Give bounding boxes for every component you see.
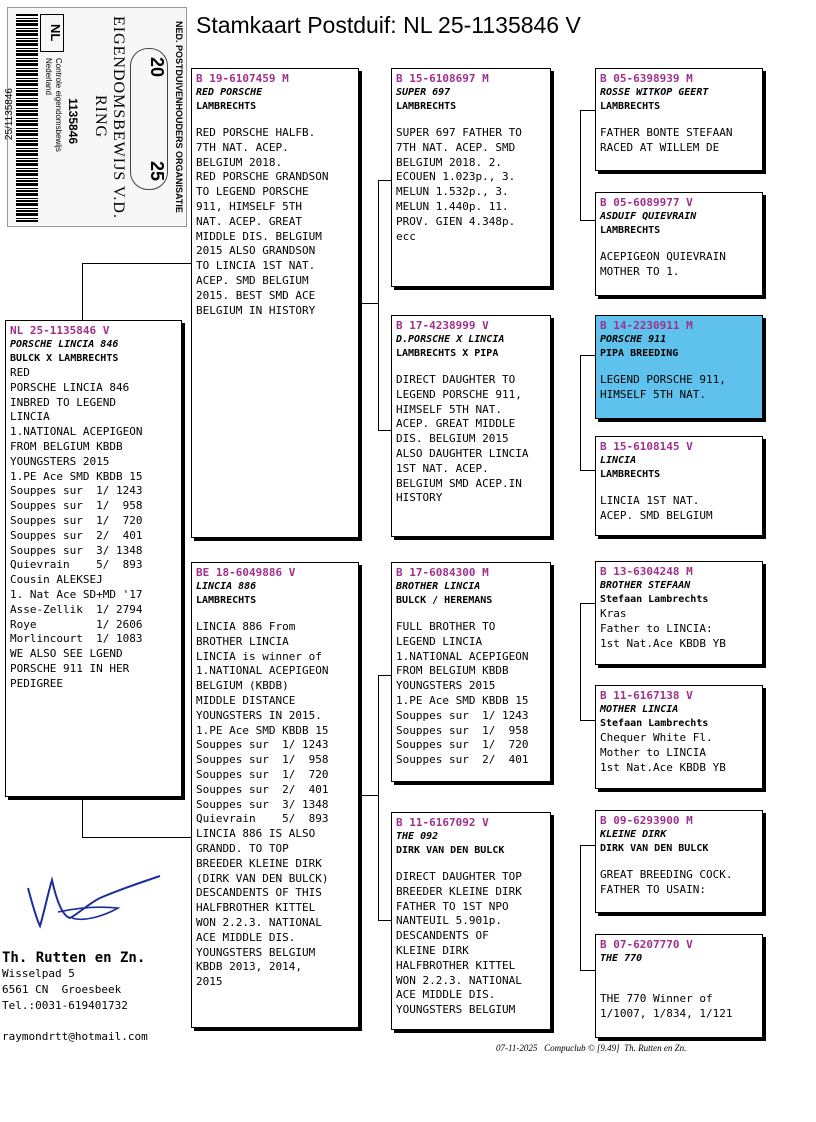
barcode [16, 14, 38, 222]
ring-number: NL 25-1135846 V [10, 324, 110, 337]
ring-number: B 15-6108697 M [396, 72, 489, 85]
connector-line [580, 603, 581, 720]
pigeon-name: BROTHER STEFAAN [600, 580, 691, 591]
pigeon-name: RED PORSCHE [196, 87, 263, 98]
ring-number: B 19-6107459 M [196, 72, 289, 85]
pigeon-owner: LAMBRECHTS [396, 101, 457, 112]
pigeon-owner: Stefaan Lambrechts [600, 718, 709, 729]
breeder-name: Th. Rutten en Zn. [2, 950, 146, 966]
pedigree-card-mfm [595, 685, 763, 789]
pigeon-description: DIRECT DAUGHTER TO LEGEND PORSCHE 911, HIMSELF 5TH NAT. ACEP. GREAT MIDDLE DIS. BELGIUM 2015 ALSO DAUGHTER LINCIA 1ST NAT. ACEP. BELGIUM SMD ACEP.IN HISTORY [396, 373, 529, 505]
pigeon-owner: LAMBRECHTS [196, 101, 257, 112]
pedigree-card-ffm [595, 192, 763, 296]
ring-header: EIGENDOMSBEWIJS V.D. RING [92, 15, 127, 219]
pigeon-owner: DIRK VAN DEN BULCK [600, 843, 709, 854]
pedigree-card-mmf [595, 810, 763, 913]
pigeon-name: LINCIA [600, 455, 637, 466]
pigeon-owner: Stefaan Lambrechts [600, 594, 709, 605]
connector-line [580, 110, 595, 111]
pigeon-description: FATHER BONTE STEFAAN RACED AT WILLEM DE [600, 126, 733, 154]
pigeon-owner: DIRK VAN DEN BULCK [396, 845, 505, 856]
ring-year-bottom: 25 [147, 160, 167, 181]
pigeon-description: THE 770 Winner of 1/1007, 1/834, 1/121 [600, 992, 733, 1020]
pigeon-owner: BULCK X LAMBRECHTS [10, 353, 119, 364]
connector-line [378, 180, 391, 181]
pedigree-card-mff [595, 561, 763, 665]
ring-number: B 09-6293900 M [600, 814, 693, 827]
connector-line [82, 797, 83, 837]
ring-number: B 15-6108145 V [600, 440, 693, 453]
ring-number: B 07-6207770 V [600, 938, 693, 951]
ring-number: B 05-6089977 V [600, 196, 693, 209]
connector-line [378, 180, 379, 430]
pigeon-name: PORSCHE 911 [600, 334, 667, 345]
pigeon-owner: LAMBRECHTS [600, 469, 661, 480]
connector-line [580, 470, 595, 471]
pedigree-card-father [191, 68, 359, 538]
pedigree-card-fmf [595, 315, 763, 419]
ring-organisation: NED. POSTDUIVENHOUDERS ORGANISATIE [174, 21, 184, 213]
pigeon-description: LINCIA 886 From BROTHER LINCIA LINCIA is winner of 1.NATIONAL ACEPIGEON BELGIUM (KBDB) MIDDLE DISTANCE YOUNGSTERS IN 2015. 1.PE Ace SMD KBDB 15 Souppes sur 1/ 1243 Souppes sur 1/ 958 Souppes sur 1/ 720 Souppes sur 2/ 401 Souppes sur 3/ 1348 Quievrain 5/ 893 LINCIA 886 IS ALSO GRANDD. TO TOP BREEDER KLEINE DIRK (DIRK VAN DEN BULCK) DESCANDENTS OF THIS HALFBROTHER KITTEL WON 2.2.3. NATIONAL ACE MIDDLE DIS. YOUNGSTERS BELGIUM KBDB 2013, 2014, 2015 [196, 620, 329, 989]
breeder-email: raymondrtt@hotmail.com [2, 1030, 148, 1043]
connector-line [82, 837, 191, 838]
connector-line [580, 355, 581, 470]
pigeon-name: D.PORSCHE X LINCIA [396, 334, 505, 345]
pigeon-name: MOTHER LINCIA [600, 704, 679, 715]
connector-line [580, 845, 595, 846]
pedigree-card-mm [391, 812, 551, 1030]
ring-year-top: 20 [147, 57, 167, 78]
pigeon-description: GREAT BREEDING COCK. FATHER TO USAIN: [600, 868, 733, 896]
pigeon-description: ACEPIGEON QUIEVRAIN MOTHER TO 1. [600, 250, 726, 278]
pedigree-card-fff [595, 68, 763, 171]
pigeon-name: LINCIA 886 [196, 581, 257, 592]
connector-line [359, 303, 378, 304]
pigeon-owner: LAMBRECHTS [196, 595, 257, 606]
connector-line [580, 110, 581, 220]
ring-year-badge [130, 48, 168, 190]
connector-line [580, 355, 595, 356]
pigeon-name: BROTHER LINCIA [396, 581, 481, 592]
connector-line [378, 920, 391, 921]
pedigree-card-ff [391, 68, 551, 287]
breeder-address: Wisselpad 5 6561 CN Groesbeek Tel.:0031-619401732 [2, 967, 128, 1012]
connector-line [82, 263, 191, 264]
pigeon-name: THE 770 [600, 953, 643, 964]
pigeon-owner: LAMBRECHTS [600, 225, 661, 236]
pigeon-description: Chequer White Fl. Mother to LINCIA 1st Nat.Ace KBDB YB [600, 731, 726, 774]
pigeon-owner: LAMBRECHTS [600, 101, 661, 112]
pigeon-description: Kras Father to LINCIA: 1st Nat.Ace KBDB YB [600, 607, 726, 650]
pigeon-description: FULL BROTHER TO LEGEND LINCIA 1.NATIONAL ACEPIGEON FROM BELGIUM KBDB YOUNGSTERS 2015 1.PE Ace SMD KBDB 15 Souppes sur 1/ 1243 Souppes sur 1/ 958 Souppes sur 1/ 720 Souppes sur 2/ 401 [396, 620, 529, 767]
ring-small-text: Controle eigendomsbewijs [54, 58, 63, 152]
ring-side-code: 25/1135846 [4, 88, 15, 141]
connector-line [580, 720, 595, 721]
connector-line [580, 603, 595, 604]
ring-number: B 14-2230911 M [600, 319, 693, 332]
pigeon-description: SUPER 697 FATHER TO 7TH NAT. ACEP. SMD BELGIUM 2018. 2. ECOUEN 1.023p., 3. MELUN 1.532p., 3. MELUN 1.440p. 11. PROV. GIEN 4.348p. ecc [396, 126, 522, 243]
connector-line [378, 430, 391, 431]
pedigree-card-fmm [595, 436, 763, 536]
pigeon-description: RED PORSCHE HALFB. 7TH NAT. ACEP. BELGIUM 2018. RED PORSCHE GRANDSON TO LEGEND PORSCHE 911, HIMSELF 5TH NAT. ACEP. GREAT MIDDLE DIS. BELGIUM 2015 ALSO GRANDSON TO LINCIA 1ST NAT. ACEP. SMD BELGIUM 2015. BEST SMD ACE BELGIUM IN HISTORY [196, 126, 329, 317]
pedigree-card-mmm [595, 934, 763, 1038]
pigeon-description: DIRECT DAUGHTER TOP BREEDER KLEINE DIRK FATHER TO 1ST NPO NANTEUIL 5.901p. DESCANDENTS OF KLEINE DIRK HALFBROTHER KITTEL WON 2.2.3. NATIONAL ACE MIDDLE DIS. YOUNGSTERS BELGIUM [396, 870, 522, 1017]
pigeon-name: PORSCHE LINCIA 846 [10, 339, 119, 350]
ring-number: BE 18-6049886 V [196, 566, 296, 579]
pigeon-description: RED PORSCHE LINCIA 846 INBRED TO LEGEND LINCIA 1.NATIONAL ACEPIGEON FROM BELGIUM KBDB YOUNGSTERS 2015 1.PE Ace SMD KBDB 15 Souppes sur 1/ 1243 Souppes sur 1/ 958 Souppes sur 1/ 720 Souppes sur 2/ 401 Souppes sur 3/ 1348 Quievrain 5/ 893 Cousin ALEKSEJ 1. Nat Ace SD+MD '17 Asse-Zellik 1/ 2794 Roye 1/ 2606 Morlincourt 1/ 1083 WE ALSO SEE LGEND PORSCHE 911 IN HER PEDIGREE [10, 366, 143, 690]
ring-number: B 17-4238999 V [396, 319, 489, 332]
ring-country: NL [40, 14, 64, 52]
connector-line [378, 675, 391, 676]
ring-small-text: Nederland [44, 58, 53, 95]
connector-line [580, 845, 581, 970]
pigeon-owner: PIPA BREEDING [600, 348, 679, 359]
pigeon-owner: BULCK / HEREMANS [396, 595, 493, 606]
ring-number: B 13-6304248 M [600, 565, 693, 578]
pigeon-name: ROSSE WITKOP GEERT [600, 87, 709, 98]
connector-line [359, 795, 378, 796]
pigeon-name: ASDUIF QUIEVRAIN [600, 211, 697, 222]
pigeon-name: KLEINE DIRK [600, 829, 667, 840]
connector-line [378, 675, 379, 920]
pedigree-card-mf [391, 562, 551, 782]
ring-number: B 05-6398939 M [600, 72, 693, 85]
pedigree-card-mother [191, 562, 359, 1028]
pedigree-card-subject [5, 320, 182, 797]
ring-number: B 11-6167092 V [396, 816, 489, 829]
pigeon-name: THE 092 [396, 831, 439, 842]
pigeon-owner: LAMBRECHTS X PIPA [396, 348, 499, 359]
ring-number: B 11-6167138 V [600, 689, 693, 702]
breeder-info [2, 950, 145, 1014]
footer-credit: 07-11-2025 Compuclub © [9.49] Th. Rutten en Zn. [496, 1043, 687, 1053]
page-title: Stamkaart Postduif: NL 25-1135846 V [196, 12, 581, 38]
connector-line [82, 263, 83, 321]
ring-number: 1135846 [66, 98, 80, 145]
connector-line [580, 970, 595, 971]
ring-number: B 17-6084300 M [396, 566, 489, 579]
pigeon-description: LINCIA 1ST NAT. ACEP. SMD BELGIUM [600, 494, 713, 522]
connector-line [580, 220, 595, 221]
ring-certificate [7, 7, 187, 227]
pedigree-card-fm [391, 315, 551, 537]
pigeon-description: LEGEND PORSCHE 911, HIMSELF 5TH NAT. [600, 373, 726, 401]
pigeon-name: SUPER 697 [396, 87, 451, 98]
signature [18, 868, 168, 938]
